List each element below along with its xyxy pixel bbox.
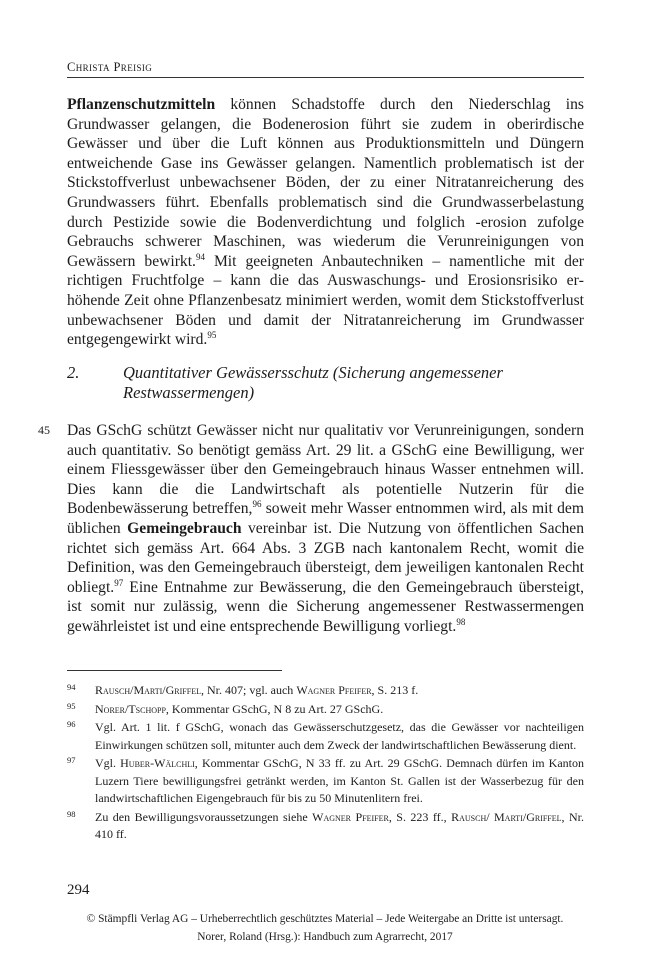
citation-line: Norer, Roland (Hrsg.): Handbuch zum Agrarrecht, 2017 [197,931,453,943]
author-name: Huber-Wälchli [120,756,195,771]
margin-number: 45 [38,423,50,437]
paragraph-text: soweit mehr Wasser entnommen wird, als mit dem üblichen [67,500,584,537]
footnote-text: , Kommentar GSchG, N 33 ff. zu Art. 29 GSchG. Demnach dürfen im Kanton Luzern Tiere bewilligungsfrei getränkt werden, im Kanton St. Gallen ist der Wasserbezug für den landwirtschaftlichen Eigengebrauch für bis zu 50 Minutenlitern frei. [95,756,584,805]
footnote-number: 95 [67,700,76,711]
bold-term: Gemeingebrauch [127,519,242,537]
footnote-ref[interactable]: 94 [195,251,205,262]
section-title: Quantitativer Gewässersschutz (Sicherung angemessener Restwassermengen) [123,363,503,402]
running-head: Christa Preisig [67,60,153,74]
page-number: 294 [67,882,90,898]
footnote-ref[interactable]: 96 [252,499,262,510]
footnote-98 [67,809,584,844]
header-rule [67,77,584,78]
author-name: Norer/Tschopp [95,701,166,716]
footnote-95 [67,701,584,718]
author-name: Wagner Pfeifer [296,683,372,697]
footnote-text: , Nr. 410 ff. [95,809,585,841]
paragraph-text: Das GSchG schützt Gewässer nicht nur qualitativ vor Verunreinigungen, sondern auch quantitativ. So benötigt gemäss Art. 29 lit. a GSchG eine Bewilligung, wer einem Fliessgewässer über den Gemeingebrauch hinaus Wasser entnehmen will. Dies kann die die Landwirtschaft als potentielle Nutzerin für die Bodenbewässerung betreffen, [67,422,584,518]
footnote-text: , S. 223 ff., [388,809,452,824]
footnote-number: 97 [67,755,76,766]
copyright-line: © Stämpfli Verlag AG – Urheberrechtlich geschütztes Material – Jede Weitergabe an Dritte ist untersagt. [86,913,564,925]
footnote-ref[interactable]: 97 [114,577,124,588]
paragraph-text: Mit geeigneten Anbautechniken – namentliche mit der richtigen Fruchtfolge – kann die das Auswaschungs- und Erosionsrisiko erhöhende Zeit ohne Pflanzenbesatz minimiert werden, womit dem Stickstoffverlust unbewachsener Böden und damit der Nitratanreicherung im Grundwasser entgegengewirkt wird. [67,252,584,349]
footnotes [67,682,584,845]
author-name: Rausch/Marti/Griffel [95,683,201,697]
paragraph-pflanzenschutz [67,95,584,350]
footnote-number: 94 [67,682,76,692]
author-name: Wagner Pfeifer [312,809,389,824]
footnote-96 [67,719,584,754]
footnote-text: , Nr. 407; vgl. auch [200,683,297,697]
section-number: 2. [67,363,80,382]
section-heading [67,363,584,403]
footnote-text: Zu den Bewilligungsvoraussetzungen siehe [95,809,313,824]
paragraph-text: vereinbar ist. Die Nutzung von öffentlichen Sachen richtet sich gemäss Art. 664 Abs. 3 ZGB nach kantonalem Recht, womit die Definition, was den Gemeingebrauch übersteigt, dem jeweiligen kantonalen Recht obliegt. [67,519,585,596]
paragraph-text: können Schadstoffe durch den Niederschlag ins Grundwasser gelangen, die Bodenerosion führt sie zudem in oberirdische Gewässer und über die Luft können aus Produktionsmitteln und Düngern entweichende Gase ins Gewässer gelangen. Namentlich problematisch ist der Stickstoffverlust unbewachsener Böden, der zu einer Nitratanreicherung des Grundwassers führt. Ebenfalls problematisch sind die Grundwasserbelastung durch Pestizide sowie die Bodenverdichtung und folglich -erosion zufolge Gebrauchs schwerer Maschinen, was wiederum die Verunreinigungen von Gewässern bewirkt. [67,96,584,270]
footnote-ref[interactable]: 98 [456,616,466,627]
footnote-text: , Kommentar GSchG, N 8 zu Art. 27 GSchG. [165,701,384,716]
footnote-94 [67,682,584,699]
footnote-number: 98 [67,808,76,819]
paragraph-quantitativ [67,421,584,637]
footnote-text: Vgl. [95,756,121,771]
paragraph-text: Eine Entnahme zur Bewässerung, die den Gemeingebrauch übersteigt, ist somit nur zulässig, wenn die Sicherung angemessener Restwassermengen gewährleistet ist und eine entsprechende Bewilligung vorliegt. [67,578,584,635]
footnote-ref[interactable]: 95 [207,329,217,340]
bold-term: Pflanzenschutzmitteln [67,96,216,113]
copyright-notice [0,910,650,946]
footnote-97 [67,755,584,807]
footnote-number: 96 [67,719,76,730]
footnote-text: Vgl. Art. 1 lit. f GSchG, wonach das Gewässerschutzgesetz, das die Gewässer vor nachteiligen Einwirkungen schützen soll, mitunter auch dem Zweck der landwirtschaftlichen Bewässerung dient. [95,720,584,752]
footnote-text: , S. 213 f. [371,683,419,697]
author-name: Rausch/ Marti/Griffel [451,809,562,824]
footnote-rule [67,670,282,671]
